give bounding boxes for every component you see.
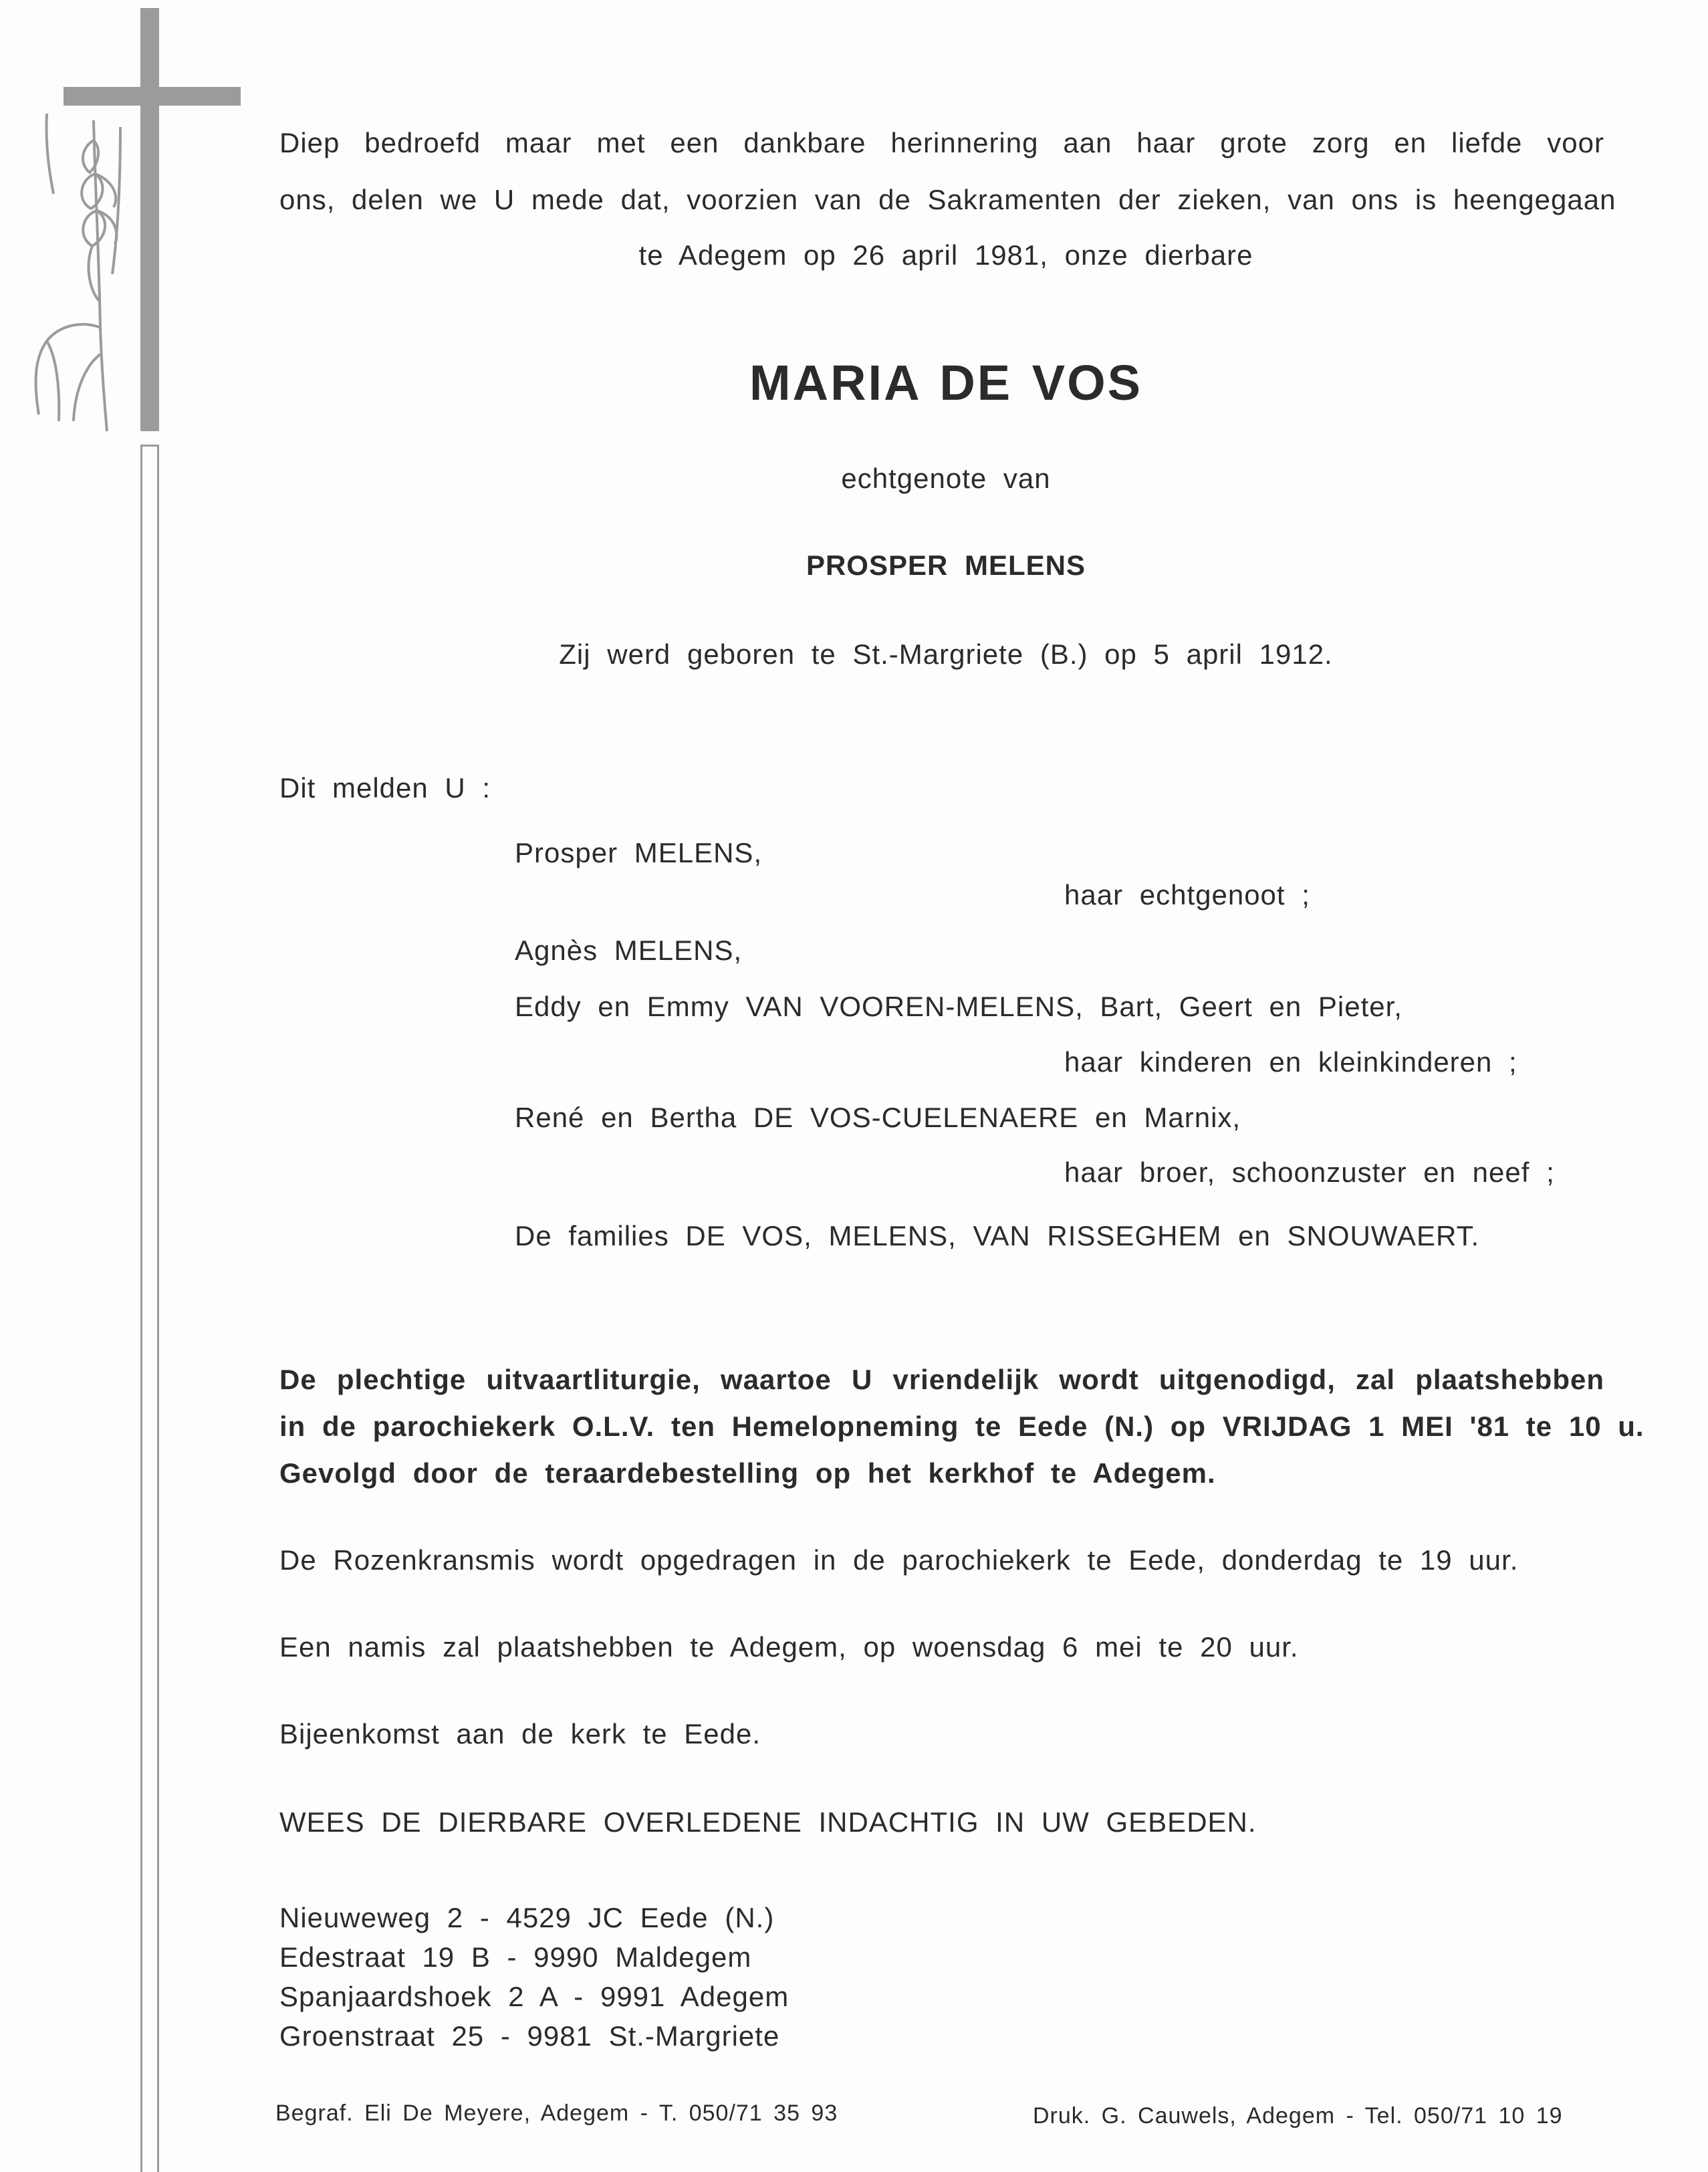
announcer-line: Eddy en Emmy VAN VOOREN-MELENS, Bart, Geert en Pieter, — [515, 991, 1402, 1022]
funeral-line-1: De plechtige uitvaartliturgie, waartoe U vriendelijk wordt uitgenodigd, zal plaatshebben — [279, 1364, 1604, 1395]
relation-text: echtgenote van — [841, 463, 1051, 494]
funeral-line-3: Gevolgd door de teraardebestelling op het kerkhof te Adegem. — [279, 1457, 1216, 1489]
relation-line: haar kinderen en kleinkinderen ; — [1064, 1046, 1517, 1078]
address-line: Edestraat 19 B - 9990 Maldegem — [279, 1941, 752, 1973]
footer-undertaker: Begraf. Eli De Meyere, Adegem - T. 050/71 35 93 — [275, 2100, 838, 2126]
spouse-name: PROSPER MELENS — [806, 550, 1086, 581]
address-line: Spanjaardshoek 2 A - 9991 Adegem — [279, 1981, 789, 2012]
intro-line-2: ons, delen we U mede dat, voorzien van de Sakramenten der zieken, van ons is heengegaan — [279, 184, 1616, 215]
announcers-heading: Dit melden U : — [279, 772, 491, 804]
relation-line: haar echtgenoot ; — [1064, 879, 1310, 911]
announcer-line: Agnès MELENS, — [515, 935, 743, 966]
intro-line-3: te Adegem op 26 april 1981, onze dierbare — [638, 239, 1253, 271]
address-line: Groenstraat 25 - 9981 St.-Margriete — [279, 2020, 780, 2052]
cross-stem-outline — [140, 445, 159, 2172]
later-mass-note: Een namis zal plaatshebben te Adegem, op woensdag 6 mei te 20 uur. — [279, 1631, 1299, 1663]
relation-line: haar broer, schoonzuster en neef ; — [1064, 1157, 1555, 1188]
announcer-line: Prosper MELENS, — [515, 837, 763, 868]
footer-printer: Druk. G. Cauwels, Adegem - Tel. 050/71 10 19 — [1033, 2103, 1563, 2129]
announcer-line: De families DE VOS, MELENS, VAN RISSEGHEM en SNOUWAERT. — [515, 1220, 1480, 1251]
funeral-line-2: in de parochiekerk O.L.V. ten Hemelopneming te Eede (N.) op VRIJDAG 1 MEI '81 te 10 u. — [279, 1411, 1644, 1442]
gathering-note: Bijeenkomst aan de kerk te Eede. — [279, 1718, 761, 1749]
rosary-note: De Rozenkransmis wordt opgedragen in de parochiekerk te Eede, donderdag te 19 uur. — [279, 1544, 1519, 1576]
prayer-note: WEES DE DIERBARE OVERLEDENE INDACHTIG IN UW GEBEDEN. — [279, 1806, 1257, 1838]
deceased-name: MARIA DE VOS — [749, 355, 1142, 410]
announcer-line: René en Bertha DE VOS-CUELENAERE en Marnix, — [515, 1102, 1241, 1133]
address-line: Nieuweweg 2 - 4529 JC Eede (N.) — [279, 1902, 775, 1933]
birth-line: Zij werd geboren te St.-Margriete (B.) op 5 april 1912. — [559, 638, 1333, 670]
intro-line-1: Diep bedroefd maar met een dankbare herinnering aan haar grote zorg en liefde voor — [279, 127, 1604, 158]
